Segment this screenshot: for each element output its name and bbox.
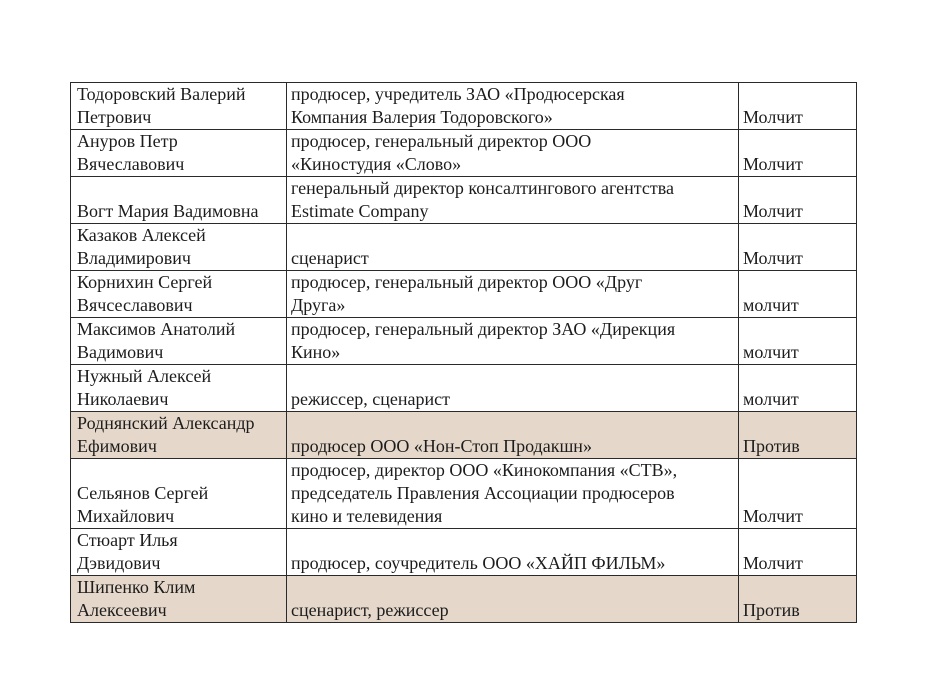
table-row bbox=[71, 177, 857, 224]
table-row bbox=[71, 224, 857, 271]
person-role: продюсер, генеральный директор ООО «Киностудия «Слово» bbox=[291, 131, 592, 174]
person-role: режиссер, сценарист bbox=[291, 389, 450, 409]
name-cell bbox=[71, 224, 287, 271]
name-cell bbox=[71, 177, 287, 224]
name-cell bbox=[71, 529, 287, 576]
person-name: Ануров Петр Вячеславович bbox=[77, 131, 185, 174]
name-cell bbox=[71, 365, 287, 412]
name-cell bbox=[71, 459, 287, 529]
table-row bbox=[71, 412, 857, 459]
vote-status: Молчит bbox=[743, 553, 803, 573]
person-role: продюсер, генеральный директор ЗАО «Дирекция Кино» bbox=[291, 319, 676, 362]
vote-cell bbox=[739, 365, 857, 412]
vote-cell bbox=[739, 318, 857, 365]
role-cell bbox=[287, 576, 739, 623]
table-row bbox=[71, 83, 857, 130]
role-cell bbox=[287, 459, 739, 529]
person-name: Сельянов Сергей Михайлович bbox=[77, 483, 209, 526]
person-role: продюсер ООО «Нон-Стоп Продакшн» bbox=[291, 436, 592, 456]
vote-status: Молчит bbox=[743, 154, 803, 174]
members-table-body bbox=[71, 83, 857, 623]
person-role: продюсер, соучредитель ООО «ХАЙП ФИЛЬМ» bbox=[291, 553, 666, 573]
vote-cell bbox=[739, 412, 857, 459]
role-cell bbox=[287, 83, 739, 130]
person-name: Максимов Анатолий Вадимович bbox=[77, 319, 236, 362]
vote-status: Против bbox=[743, 600, 800, 620]
person-name: Стюарт Илья Дэвидович bbox=[77, 530, 178, 573]
role-cell bbox=[287, 224, 739, 271]
name-cell bbox=[71, 318, 287, 365]
person-role: сценарист, режиссер bbox=[291, 600, 449, 620]
vote-cell bbox=[739, 83, 857, 130]
name-cell bbox=[71, 412, 287, 459]
vote-status: молчит bbox=[743, 295, 799, 315]
table-row bbox=[71, 576, 857, 623]
person-role: продюсер, директор ООО «Кинокомпания «СТВ», председатель Правления Ассоциации продюсеров кино и телевидения bbox=[291, 460, 678, 526]
table-row bbox=[71, 130, 857, 177]
role-cell bbox=[287, 177, 739, 224]
vote-cell bbox=[739, 130, 857, 177]
name-cell bbox=[71, 576, 287, 623]
vote-cell bbox=[739, 224, 857, 271]
role-cell bbox=[287, 271, 739, 318]
table-row bbox=[71, 459, 857, 529]
person-name: Казаков Алексей Владимирович bbox=[77, 225, 206, 268]
vote-cell bbox=[739, 576, 857, 623]
person-role: генеральный директор консалтингового агентства Estimate Company bbox=[291, 178, 675, 221]
person-role: сценарист bbox=[291, 248, 369, 268]
members-table bbox=[70, 82, 857, 623]
role-cell bbox=[287, 529, 739, 576]
person-name: Тодоровский Валерий Петрович bbox=[77, 84, 246, 127]
table-row bbox=[71, 318, 857, 365]
person-name: Корнихин Сергей Вячсеславович bbox=[77, 272, 213, 315]
vote-cell bbox=[739, 529, 857, 576]
name-cell bbox=[71, 130, 287, 177]
vote-status: Молчит bbox=[743, 107, 803, 127]
role-cell bbox=[287, 412, 739, 459]
vote-status: Против bbox=[743, 436, 800, 456]
person-role: продюсер, генеральный директор ООО «Друг Друга» bbox=[291, 272, 643, 315]
name-cell bbox=[71, 271, 287, 318]
vote-status: Молчит bbox=[743, 201, 803, 221]
vote-cell bbox=[739, 271, 857, 318]
person-name: Шипенко Клим Алексеевич bbox=[77, 577, 196, 620]
name-cell bbox=[71, 83, 287, 130]
person-name: Роднянский Александр Ефимович bbox=[77, 413, 255, 456]
vote-status: Молчит bbox=[743, 248, 803, 268]
vote-status: молчит bbox=[743, 342, 799, 362]
vote-cell bbox=[739, 177, 857, 224]
role-cell bbox=[287, 130, 739, 177]
vote-status: Молчит bbox=[743, 506, 803, 526]
person-name: Нужный Алексей Николаевич bbox=[77, 366, 212, 409]
role-cell bbox=[287, 365, 739, 412]
person-name: Вогт Мария Вадимовна bbox=[77, 201, 259, 221]
vote-cell bbox=[739, 459, 857, 529]
role-cell bbox=[287, 318, 739, 365]
table-row bbox=[71, 529, 857, 576]
table-row bbox=[71, 271, 857, 318]
vote-status: молчит bbox=[743, 389, 799, 409]
person-role: продюсер, учредитель ЗАО «Продюсерская Компания Валерия Тодоровского» bbox=[291, 84, 625, 127]
table-row bbox=[71, 365, 857, 412]
